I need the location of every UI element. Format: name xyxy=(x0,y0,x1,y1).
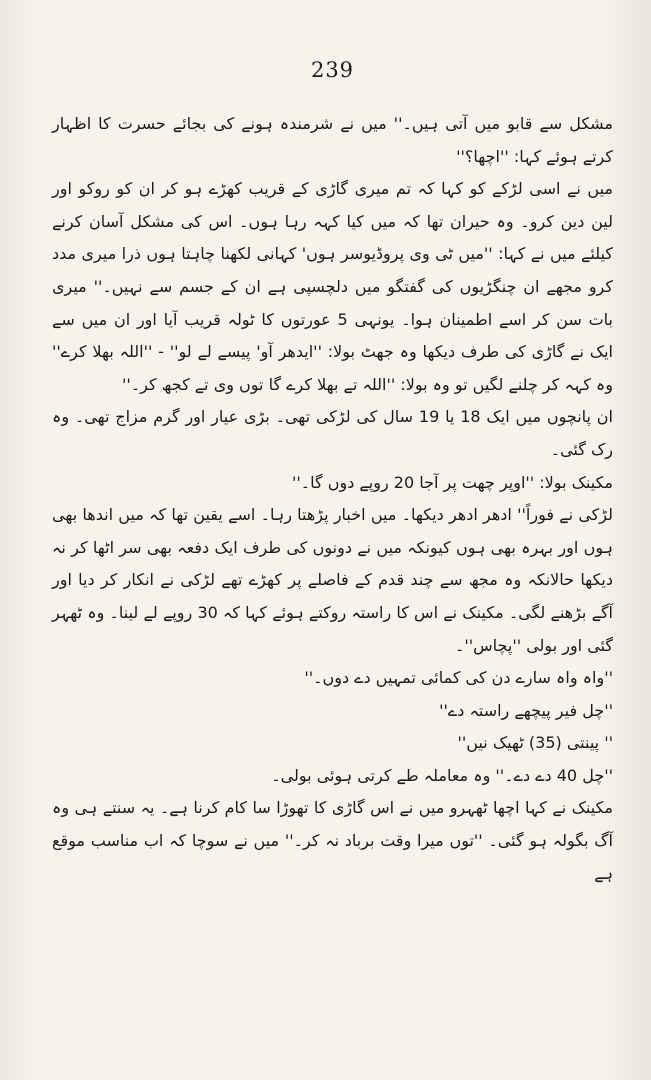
paragraph: '' پینتی (35) ٹھیک نیں'' xyxy=(457,733,613,753)
paragraph: مکینک بولا: ''اوپر چھت پر آجا 20 روپے دوں گا۔'' xyxy=(291,472,613,492)
paragraph: مکینک نے کہا اچھا ٹھہرو میں نے اس گاڑی کا تھوڑا سا کام کرنا ہے۔ یہ سنتے ہی وہ آگ بگولہ ہو گئی۔ ''توں میرا وقت برباد نہ کر۔'' میں نے سوچا کہ اب مناسب موقع ہے xyxy=(52,798,613,883)
paragraph: ''واہ واہ سارے دن کی کمائی تمہیں دے دوں۔'' xyxy=(304,668,613,688)
paragraph: ان پانچوں میں ایک 18 یا 19 سال کی لڑکی تھی۔ بڑی عیار اور گرم مزاج تھی۔ وہ رک گئی۔ xyxy=(52,407,614,459)
paragraph: میں نے اسی لڑکے کو کہا کہ تم میری گاڑی کے قریب کھڑے ہو کر ان کو روکو اور لین دین کرو۔ وہ حیران تھا کہ میں کیا کہہ رہا ہوں۔ اس کی مشکل آسان کرنے کیلئے میں نے کہا: ''میں ٹی وی پروڈیوسر ہوں' کہانی لکھنا چاہتا ہوں ذرا میری مدد کرو مجھے ان چنگڑیوں کی گفتگو میں دلچسپی ہے ان کے جسم سے نہیں۔'' میری بات سن کر اسے اطمینان ہوا۔ یونہی 5 عورتوں کا ٹولہ قریب آیا اور ان میں سے ایک نے گاڑی کی طرف دیکھا وہ جھٹ بولا: ''ایدھر آو' پیسے لے لو'' - ''اللہ بھلا کرے'' وہ کہہ کر چلنے لگیں تو وہ بولا: ''اللہ تے بھلا کرے گا توں وی تے کجھ کر۔'' xyxy=(52,179,614,394)
page-number: 239 xyxy=(310,58,355,82)
paragraph: مشکل سے قابو میں آتی ہیں۔'' میں نے شرمندہ ہونے کی بجائے حسرت کا اظہار کرتے ہوئے کہا: ''اچھا؟'' xyxy=(52,114,613,166)
paragraph: ''چل فیر پیچھے راستہ دے'' xyxy=(439,700,613,720)
paragraph: لڑکی نے فوراً'' ادھر ادھر دیکھا۔ میں اخبار پڑھتا رہا۔ اسے یقین تھا کہ میں اندھا بھی ہوں اور بہرہ بھی ہوں کیونکہ میں نے دونوں کی طرف ایک دفعہ بھی سر اٹھا کر نہ دیکھا حالانکہ وہ مجھ سے چند قدم کے فاصلے پر کھڑے تھے لڑکی نے انکار کر دیا اور آگے بڑھنے لگی۔ مکینک نے اس کا راستہ روکتے ہوئے کہا کہ 30 روپے لے لینا۔ وہ ٹھہر گئی اور بولی ''پچاس''۔ xyxy=(52,505,614,655)
page-body-text xyxy=(52,108,613,890)
paragraph: ''چل 40 دے دے۔'' وہ معاملہ طے کرتی ہوئی بولی۔ xyxy=(271,765,613,785)
